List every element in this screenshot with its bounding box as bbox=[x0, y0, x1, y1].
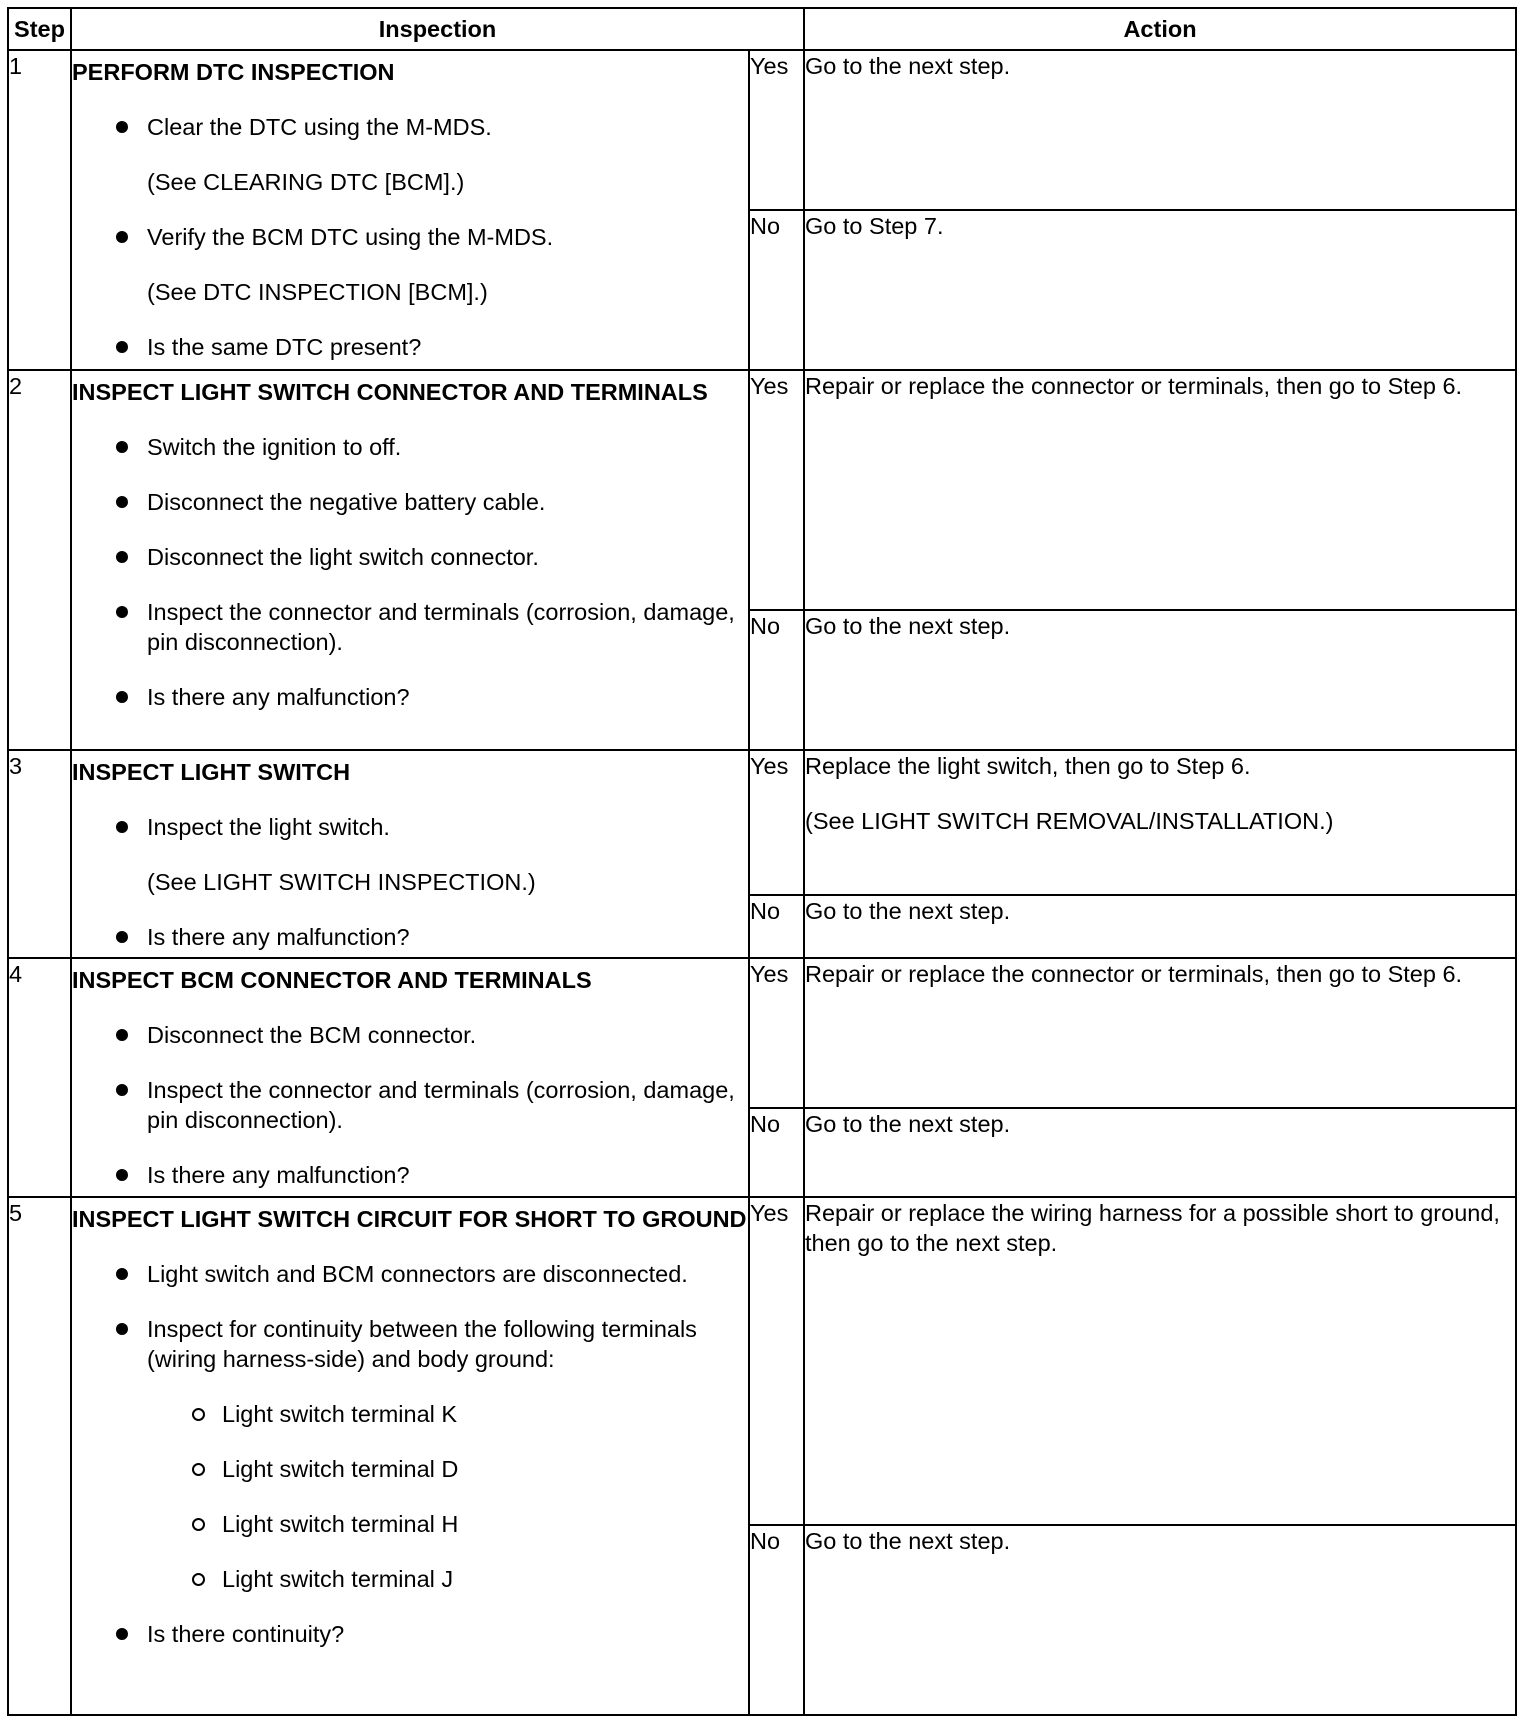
step-title: INSPECT BCM CONNECTOR AND TERMINALS bbox=[72, 967, 592, 993]
action-text: Repair or replace the connector or terminals, then go to Step 6. bbox=[805, 961, 1463, 987]
inspection-item bbox=[147, 1314, 748, 1594]
inspection-item: Inspect the connector and terminals (corrosion, damage, pin disconnection). bbox=[147, 597, 748, 657]
no-label: No bbox=[749, 895, 804, 958]
step-title: INSPECT LIGHT SWITCH bbox=[72, 759, 351, 785]
yes-action bbox=[804, 958, 1516, 1108]
inspection-item: Is there any malfunction? bbox=[147, 682, 748, 712]
action-text: Go to the next step. bbox=[805, 1528, 1011, 1554]
step-number: 3 bbox=[8, 750, 71, 958]
terminal-list bbox=[147, 1399, 748, 1594]
inspection-item-text: Verify the BCM DTC using the M-MDS. bbox=[147, 224, 554, 250]
step-title: PERFORM DTC INSPECTION bbox=[72, 59, 395, 85]
inspection-item: Is the same DTC present? bbox=[147, 332, 748, 362]
inspection-cell bbox=[71, 50, 749, 370]
action-text: Go to Step 7. bbox=[805, 213, 944, 239]
no-label: No bbox=[749, 1108, 804, 1197]
no-action bbox=[804, 895, 1516, 958]
inspection-list bbox=[72, 112, 748, 362]
step-row-4-yes bbox=[8, 958, 1516, 1108]
step-row-2-yes bbox=[8, 370, 1516, 610]
header-step: Step bbox=[8, 8, 71, 50]
step-number: 5 bbox=[8, 1197, 71, 1715]
inspection-item bbox=[147, 112, 748, 197]
reference-note: (See DTC INSPECTION [BCM].) bbox=[147, 279, 488, 305]
terminal-item: Light switch terminal K bbox=[222, 1399, 748, 1429]
inspection-cell bbox=[71, 1197, 749, 1715]
inspection-item: Inspect the connector and terminals (corrosion, damage, pin disconnection). bbox=[147, 1075, 748, 1135]
inspection-item: Is there any malfunction? bbox=[147, 1160, 748, 1190]
yes-action bbox=[804, 750, 1516, 895]
no-label: No bbox=[749, 610, 804, 750]
yes-action bbox=[804, 370, 1516, 610]
inspection-list bbox=[72, 432, 748, 712]
step-row-1-yes bbox=[8, 50, 1516, 210]
action-text: Repair or replace the wiring harness for a possible short to ground, then go to the next step. bbox=[805, 1200, 1500, 1256]
inspection-item bbox=[147, 222, 748, 307]
terminal-item: Light switch terminal J bbox=[222, 1564, 748, 1594]
diagnostic-table bbox=[7, 7, 1517, 1716]
step-number: 2 bbox=[8, 370, 71, 750]
inspection-item-text: Inspect for continuity between the following terminals (wiring harness-side) and body ground: bbox=[147, 1316, 697, 1372]
inspection-item-text: Clear the DTC using the M-MDS. bbox=[147, 114, 492, 140]
header-row bbox=[8, 8, 1516, 50]
no-label: No bbox=[749, 210, 804, 370]
step-title: INSPECT LIGHT SWITCH CIRCUIT FOR SHORT TO GROUND bbox=[72, 1206, 747, 1232]
step-number: 4 bbox=[8, 958, 71, 1197]
no-label: No bbox=[749, 1525, 804, 1715]
terminal-item: Light switch terminal D bbox=[222, 1454, 748, 1484]
yes-label: Yes bbox=[749, 50, 804, 210]
header-action: Action bbox=[804, 8, 1516, 50]
no-action bbox=[804, 1525, 1516, 1715]
step-title: INSPECT LIGHT SWITCH CONNECTOR AND TERMINALS bbox=[72, 379, 708, 405]
action-text: Repair or replace the connector or terminals, then go to Step 6. bbox=[805, 373, 1463, 399]
reference-note: (See LIGHT SWITCH INSPECTION.) bbox=[147, 869, 536, 895]
step-number: 1 bbox=[8, 50, 71, 370]
no-action bbox=[804, 610, 1516, 750]
yes-action bbox=[804, 1197, 1516, 1525]
yes-label: Yes bbox=[749, 750, 804, 895]
inspection-cell bbox=[71, 370, 749, 750]
action-text: Go to the next step. bbox=[805, 53, 1011, 79]
yes-label: Yes bbox=[749, 370, 804, 610]
inspection-list bbox=[72, 1020, 748, 1190]
yes-label: Yes bbox=[749, 1197, 804, 1525]
action-text: Go to the next step. bbox=[805, 613, 1011, 639]
inspection-item: Disconnect the negative battery cable. bbox=[147, 487, 748, 517]
inspection-list bbox=[72, 1259, 748, 1649]
action-text: Go to the next step. bbox=[805, 898, 1011, 924]
inspection-item: Is there any malfunction? bbox=[147, 922, 748, 952]
yes-action bbox=[804, 50, 1516, 210]
inspection-item: Switch the ignition to off. bbox=[147, 432, 748, 462]
inspection-item: Light switch and BCM connectors are disconnected. bbox=[147, 1259, 748, 1289]
inspection-item: Disconnect the light switch connector. bbox=[147, 542, 748, 572]
action-text: Replace the light switch, then go to Step 6. bbox=[805, 753, 1251, 779]
inspection-cell bbox=[71, 750, 749, 958]
action-text: Go to the next step. bbox=[805, 1111, 1011, 1137]
terminal-item: Light switch terminal H bbox=[222, 1509, 748, 1539]
no-action bbox=[804, 210, 1516, 370]
reference-note: (See LIGHT SWITCH REMOVAL/INSTALLATION.) bbox=[805, 808, 1334, 834]
inspection-item: Disconnect the BCM connector. bbox=[147, 1020, 748, 1050]
reference-note: (See CLEARING DTC [BCM].) bbox=[147, 169, 465, 195]
inspection-item bbox=[147, 812, 748, 897]
inspection-item: Is there continuity? bbox=[147, 1619, 748, 1649]
inspection-list bbox=[72, 812, 748, 952]
no-action bbox=[804, 1108, 1516, 1197]
step-row-3-yes bbox=[8, 750, 1516, 895]
yes-label: Yes bbox=[749, 958, 804, 1108]
step-row-5-yes bbox=[8, 1197, 1516, 1525]
inspection-cell bbox=[71, 958, 749, 1197]
header-inspection: Inspection bbox=[71, 8, 804, 50]
inspection-item-text: Inspect the light switch. bbox=[147, 814, 390, 840]
